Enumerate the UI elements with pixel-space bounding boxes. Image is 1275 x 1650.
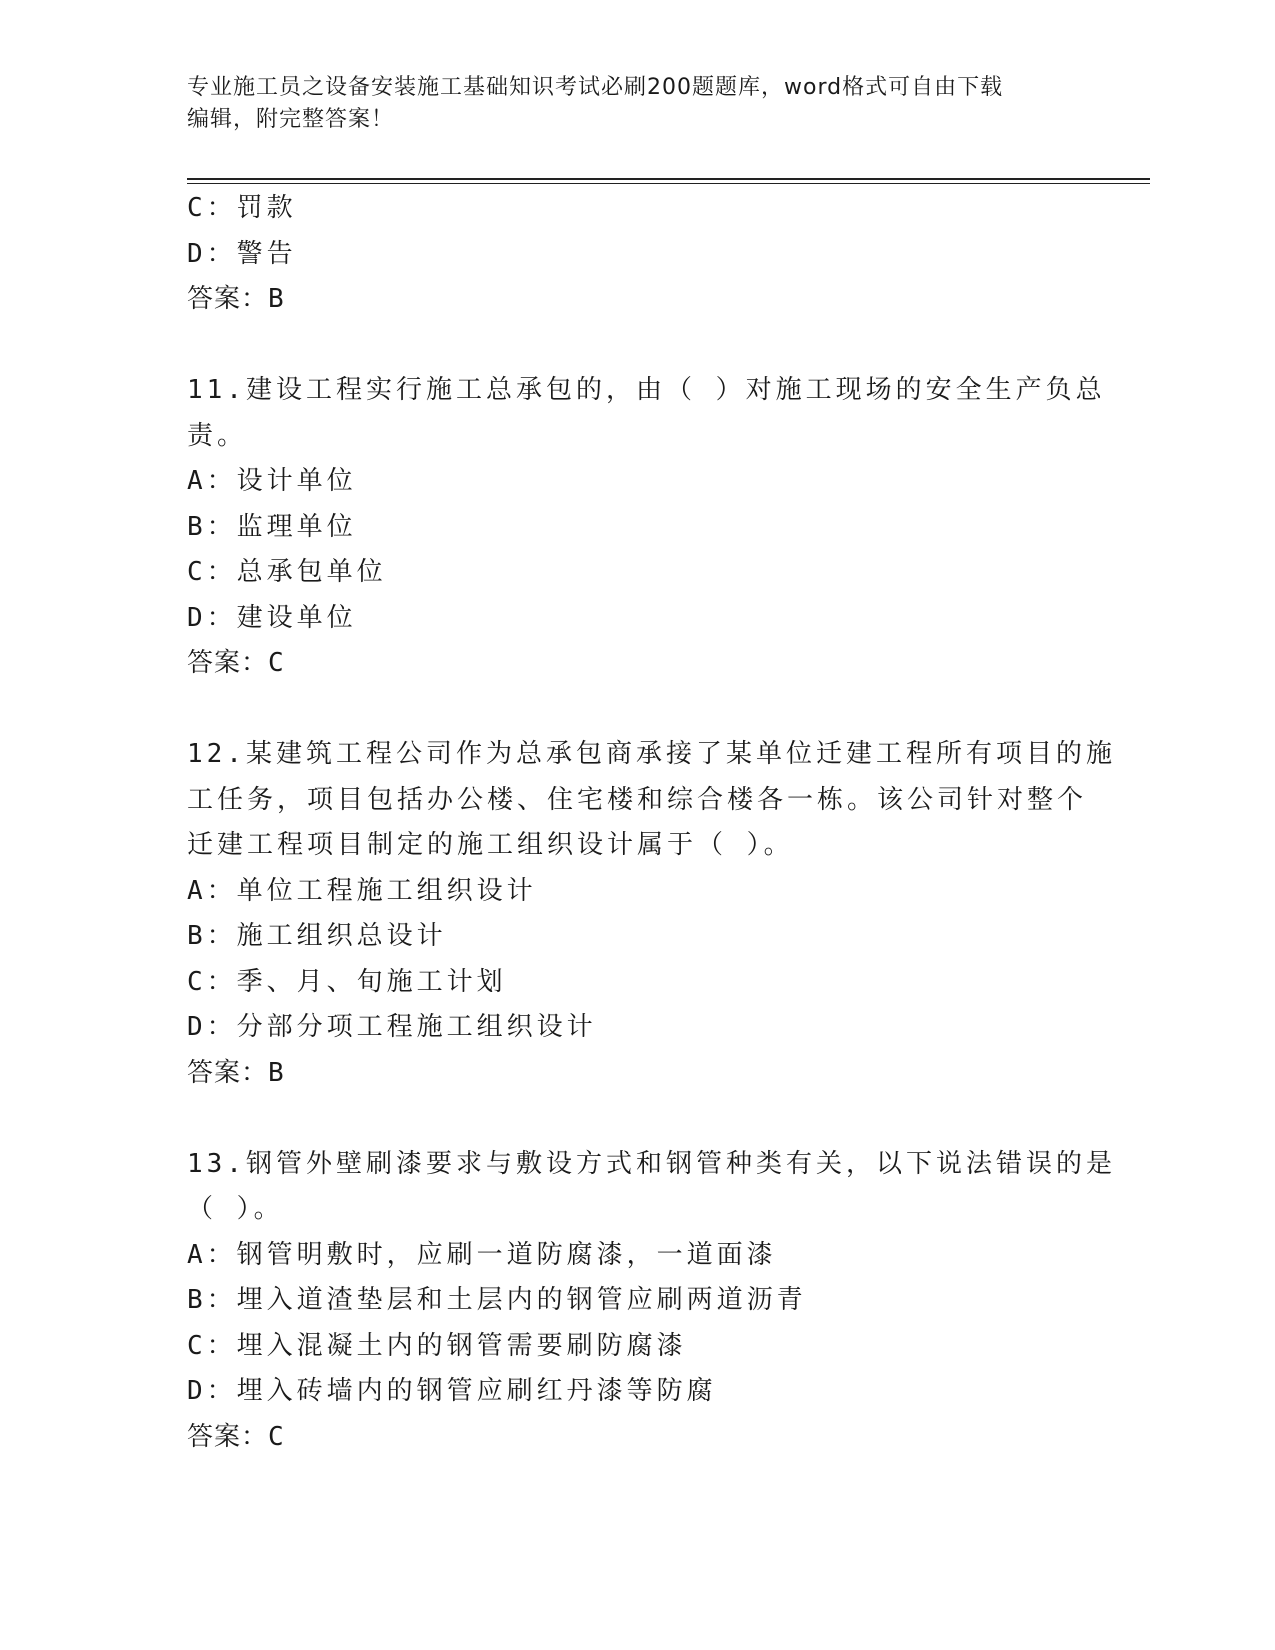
question-stem-line: 11.建设工程实行施工总承包的，由（ ）对施工现场的安全生产负总 — [187, 375, 1106, 405]
header-line-1: 专业施工员之设备安装施工基础知识考试必刷200题题库，word格式可自由下载 — [187, 75, 1004, 100]
spacer — [187, 323, 1087, 369]
question-stem-line: 13.钢管外壁刷漆要求与敷设方式和钢管种类有关，以下说法错误的是 — [187, 1148, 1116, 1179]
option-a: A：钢管明敷时，应刷一道防腐漆，一道面漆 — [187, 1239, 777, 1270]
spacer — [187, 1096, 1087, 1142]
answer-line — [187, 1415, 1087, 1461]
option-b: B：埋入道渣垫层和土层内的钢管应刷两道沥青 — [187, 1285, 807, 1315]
answer-label: 答案： — [187, 284, 269, 314]
option-d: D：建设单位 — [187, 602, 357, 633]
question-10-continued — [187, 186, 1087, 323]
header-rule-thick — [187, 178, 1150, 180]
answer-label: 答案： — [187, 648, 269, 678]
answer-value: B — [268, 1057, 285, 1088]
question-stem-line: （ ）。 — [187, 1194, 284, 1224]
option-a: A：单位工程施工组织设计 — [187, 875, 537, 906]
question-12 — [187, 732, 1116, 1096]
answer-label: 答案： — [187, 1057, 269, 1088]
question-13 — [187, 1142, 1116, 1461]
answer-line — [187, 641, 1087, 687]
option-b: B：监理单位 — [187, 511, 357, 542]
option-c: C：季、月、旬施工计划 — [187, 966, 507, 997]
answer-value: C — [268, 648, 285, 678]
question-stem-line: 责。 — [187, 420, 248, 451]
answer-value: B — [268, 284, 285, 314]
answer-value: C — [268, 1421, 285, 1452]
answer-line — [187, 1051, 1087, 1097]
answer-line — [187, 277, 1087, 323]
answer-label: 答案： — [187, 1421, 269, 1452]
spacer — [187, 687, 1087, 733]
header-line-2: 编辑，附完整答案！ — [187, 107, 395, 132]
option-d: D：警告 — [187, 238, 297, 269]
header-rule-thin — [187, 183, 1150, 184]
document-header — [187, 72, 1067, 136]
option-c: C：总承包单位 — [187, 557, 387, 587]
question-stem-line: 迁建工程项目制定的施工组织设计属于（ ）。 — [187, 830, 794, 860]
question-stem-line: 工任务，项目包括办公楼、住宅楼和综合楼各一栋。该公司针对整个 — [187, 784, 1088, 815]
document-body — [187, 186, 1116, 1460]
question-11 — [187, 368, 1106, 687]
option-b: B：施工组织总设计 — [187, 921, 447, 951]
option-c: C：罚款 — [187, 193, 297, 223]
option-c: C：埋入混凝土内的钢管需要刷防腐漆 — [187, 1330, 687, 1361]
option-d: D：埋入砖墙内的钢管应刷红丹漆等防腐 — [187, 1376, 717, 1406]
question-stem-line: 12.某建筑工程公司作为总承包商承接了某单位迁建工程所有项目的施 — [187, 739, 1116, 769]
option-a: A：设计单位 — [187, 466, 357, 496]
option-d: D：分部分项工程施工组织设计 — [187, 1012, 597, 1042]
